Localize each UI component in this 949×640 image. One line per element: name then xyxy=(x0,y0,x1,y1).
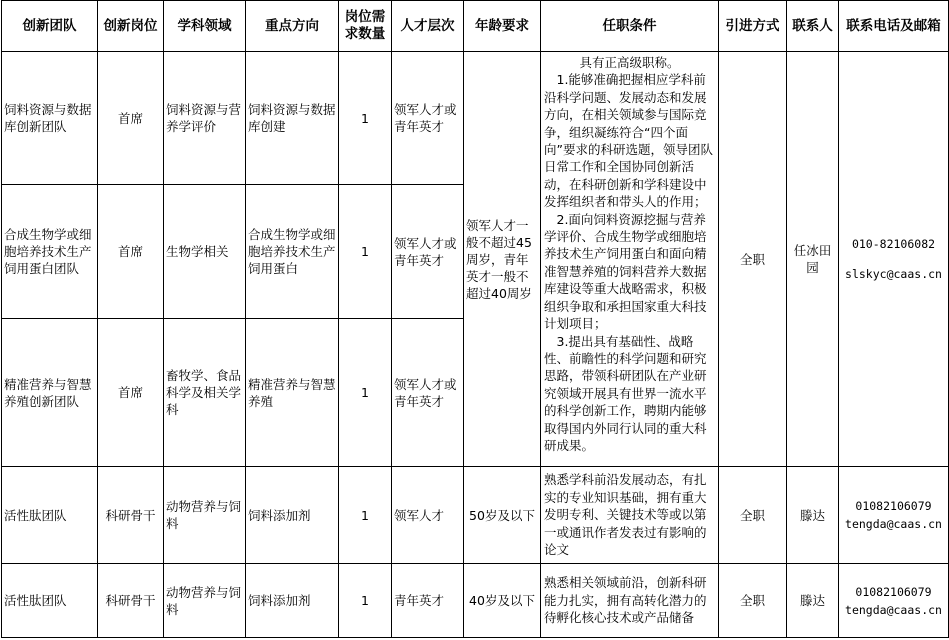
cell-focus: 精准营养与智慧养殖 xyxy=(246,319,339,467)
cell-level: 领军人才 xyxy=(392,467,464,564)
cell-position: 科研骨干 xyxy=(98,467,164,564)
cell-count: 1 xyxy=(339,52,392,185)
header-discipline: 学科领域 xyxy=(164,1,246,52)
cell-age: 50岁及以下 xyxy=(464,467,541,564)
requirements-item-1: 1.能够准确把握相应学科前沿科学问题、发展动态和发展方向，在相关领域参与国际竞争，组织凝练符合“四个面向”要求的科研选题，领导团队日常工作和全国协同创新活动，在科研创新和学科建设中发挥组织者和带头人的作用； xyxy=(544,72,713,210)
table-row xyxy=(2,467,949,564)
cell-discipline: 饲料资源与营养学评价 xyxy=(164,52,246,185)
cell-requirements-shared xyxy=(541,52,719,467)
cell-phone-email-shared xyxy=(839,52,949,467)
cell-team: 活性肽团队 xyxy=(2,564,98,638)
header-contact: 联系人 xyxy=(787,1,839,52)
cell-team: 合成生物学或细胞培养技术生产饲用蛋白团队 xyxy=(2,185,98,319)
header-requirements: 任职条件 xyxy=(541,1,719,52)
contact-phone: 010-82106082 xyxy=(851,237,936,251)
header-age: 年龄要求 xyxy=(464,1,541,52)
cell-position: 首席 xyxy=(98,185,164,319)
requirements-item-3: 3.提出具有基础性、战略性、前瞻性的科学问题和研究思路，带领科研团队在产业研究领域开展具有世界一流水平的科学创新工作，聘期内能够取得国内外同行认同的重大科研成果。 xyxy=(544,333,707,453)
cell-requirements: 熟悉相关领域前沿，创新科研能力扎实，拥有高转化潜力的待孵化核心技术或产品储备 xyxy=(541,564,719,638)
header-phone-email: 联系电话及邮箱 xyxy=(839,1,949,52)
cell-contact: 滕达 xyxy=(787,564,839,638)
cell-level: 领军人才或青年英才 xyxy=(392,52,464,185)
contact-email: slskyc@caas.cn xyxy=(845,267,942,281)
cell-discipline: 动物营养与饲料 xyxy=(164,564,246,638)
cell-contact-shared: 任冰田园 xyxy=(787,52,839,467)
cell-count: 1 xyxy=(339,467,392,564)
contact-email: tengda@caas.cn xyxy=(845,517,942,531)
cell-team: 精准营养与智慧养殖创新团队 xyxy=(2,319,98,467)
cell-method: 全职 xyxy=(719,564,787,638)
header-method: 引进方式 xyxy=(719,1,787,52)
header-count: 岗位需求数量 xyxy=(339,1,392,52)
header-team: 创新团队 xyxy=(2,1,98,52)
contact-gap xyxy=(841,253,946,265)
header-level: 人才层次 xyxy=(392,1,464,52)
contact-phone: 01082106079 xyxy=(855,584,932,599)
cell-discipline: 生物学相关 xyxy=(164,185,246,319)
cell-contact: 滕达 xyxy=(787,467,839,564)
cell-position: 科研骨干 xyxy=(98,564,164,638)
contact-email: tengda@caas.cn xyxy=(845,602,942,617)
cell-team: 饲料资源与数据库创新团队 xyxy=(2,52,98,185)
requirements-intro: 具有正高级职称。 xyxy=(579,55,680,70)
cell-level: 领军人才或青年英才 xyxy=(392,319,464,467)
cell-focus: 饲料添加剂 xyxy=(246,564,339,638)
cell-discipline: 畜牧学、食品科学及相关学科 xyxy=(164,319,246,467)
table-row xyxy=(2,564,949,638)
cell-focus: 合成生物学或细胞培养技术生产饲用蛋白 xyxy=(246,185,339,319)
cell-level: 领军人才或青年英才 xyxy=(392,185,464,319)
cell-level: 青年英才 xyxy=(392,564,464,638)
cell-position: 首席 xyxy=(98,52,164,185)
cell-age: 40岁及以下 xyxy=(464,564,541,638)
cell-requirements: 熟悉学科前沿发展动态，有扎实的专业知识基础，拥有重大发明专利、关键技术等或以第一或通讯作者发表过有影响的论文 xyxy=(541,467,719,564)
cell-age-shared: 领军人才一般不超过45周岁，青年英才一般不超过40周岁 xyxy=(464,52,541,467)
recruitment-table xyxy=(1,0,949,638)
cell-count: 1 xyxy=(339,319,392,467)
cell-method-shared: 全职 xyxy=(719,52,787,467)
cell-focus: 饲料资源与数据库创建 xyxy=(246,52,339,185)
cell-focus: 饲料添加剂 xyxy=(246,467,339,564)
cell-phone-email xyxy=(839,467,949,564)
table-row xyxy=(2,52,949,185)
cell-method: 全职 xyxy=(719,467,787,564)
requirements-item-2: 2.面向饲料资源挖掘与营养学评价、合成生物学或细胞培养技术生产饲用蛋白和面向精准智慧养殖的饲料营养大数据库建设等重大战略需求，积极组织争取和承担国家重大科技计划项目； xyxy=(544,211,707,332)
cell-team: 活性肽团队 xyxy=(2,467,98,564)
header-position: 创新岗位 xyxy=(98,1,164,52)
cell-discipline: 动物营养与饲料 xyxy=(164,467,246,564)
header-row xyxy=(2,1,949,52)
cell-count: 1 xyxy=(339,185,392,319)
header-focus: 重点方向 xyxy=(246,1,339,52)
cell-position: 首席 xyxy=(98,319,164,467)
cell-count: 1 xyxy=(339,564,392,638)
contact-phone: 01082106079 xyxy=(855,499,932,513)
cell-phone-email xyxy=(839,564,949,638)
